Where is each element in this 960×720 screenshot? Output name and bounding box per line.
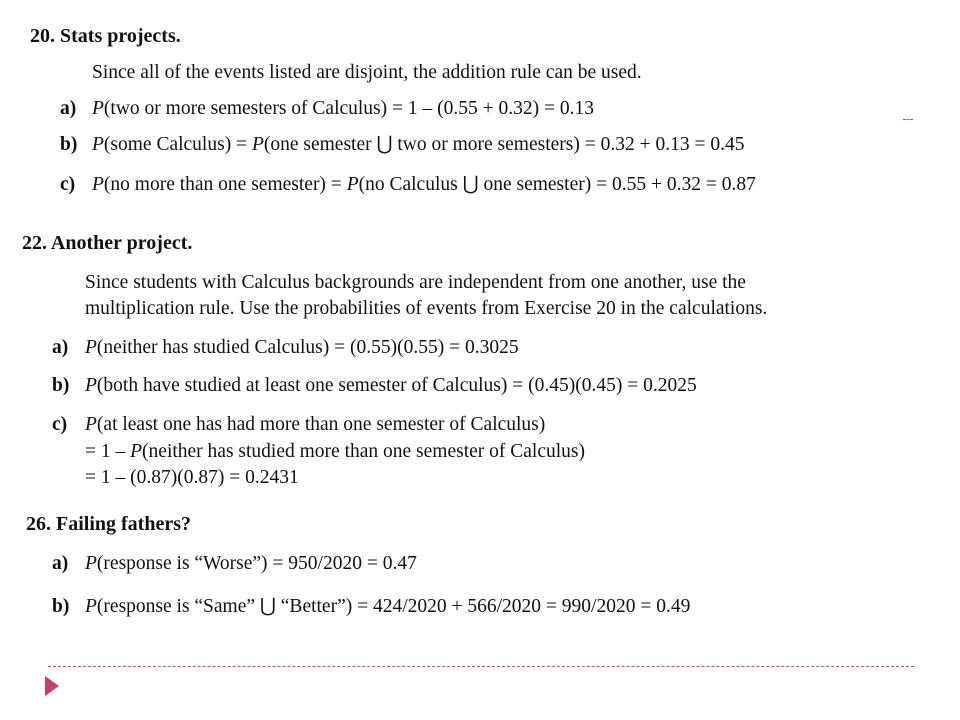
prob-symbol: P xyxy=(85,596,97,617)
item-text: (at least one has had more than one semester of Calculus) xyxy=(96,414,546,435)
section-20-item-a xyxy=(60,97,594,121)
section-22-item-b xyxy=(52,374,697,398)
item-text: (neither has studied Calculus) = (0.55)(0.55) = 0.3025 xyxy=(96,337,519,358)
item-text: (no Calculus ⋃ one semester) = 0.55 + 0.32 = 0.87 xyxy=(358,174,756,195)
prob-symbol: P xyxy=(85,414,97,435)
section-22-intro-line-2: multiplication rule. Use the probabilities of events from Exercise 20 in the calculations. xyxy=(85,298,768,319)
item-text: (response is “Worse”) = 950/2020 = 0.47 xyxy=(96,553,417,574)
prob-symbol: P xyxy=(251,134,264,155)
section-20-title: 20. Stats projects. xyxy=(30,25,181,47)
prob-symbol: P xyxy=(92,134,104,155)
prob-symbol: P xyxy=(85,553,97,574)
item-text: (some Calculus) = xyxy=(103,134,252,155)
item-label: c) xyxy=(52,414,68,435)
item-label: c) xyxy=(60,174,76,195)
item-label: a) xyxy=(52,553,69,574)
item-label: b) xyxy=(52,596,70,617)
item-text: (response is “Same” ⋃ “Better”) = 424/2020 + 566/2020 = 990/2020 = 0.49 xyxy=(96,596,691,617)
section-26-item-a xyxy=(52,552,417,576)
decorative-dash xyxy=(903,119,913,120)
item-text: (one semester ⋃ two or more semesters) = 0.32 + 0.13 = 0.45 xyxy=(263,134,745,155)
item-label: a) xyxy=(60,98,77,119)
item-text: = 1 – xyxy=(85,441,131,462)
section-26-item-b xyxy=(52,595,690,619)
prob-symbol: P xyxy=(85,375,97,396)
prob-symbol: P xyxy=(130,441,143,462)
section-22-intro-line-1: Since students with Calculus backgrounds are independent from one another, use the xyxy=(85,272,746,293)
section-22-item-c xyxy=(52,413,545,437)
section-22-title: 22. Another project. xyxy=(22,232,193,254)
item-text: (no more than one semester) = xyxy=(103,174,347,195)
item-text: (two or more semesters of Calculus) = 1 – (0.55 + 0.32) = 0.13 xyxy=(103,98,594,119)
section-20-intro: Since all of the events listed are disjoint, the addition rule can be used. xyxy=(92,62,642,83)
item-label: b) xyxy=(60,134,78,155)
item-label: b) xyxy=(52,375,70,396)
item-text: (both have studied at least one semester of Calculus) = (0.45)(0.45) = 0.2025 xyxy=(96,375,697,396)
section-20-item-b xyxy=(60,133,744,157)
footer-divider xyxy=(48,666,914,667)
item-text: (neither has studied more than one semester of Calculus) xyxy=(142,441,585,462)
section-22-item-a xyxy=(52,336,519,360)
prob-symbol: P xyxy=(92,98,104,119)
triangle-right-icon xyxy=(45,676,59,696)
section-22-item-c-line-2 xyxy=(85,440,585,464)
item-label: a) xyxy=(52,337,69,358)
section-20-item-c xyxy=(60,173,756,197)
section-26-title: 26. Failing fathers? xyxy=(26,513,191,535)
prob-symbol: P xyxy=(92,174,104,195)
prob-symbol: P xyxy=(346,174,359,195)
prob-symbol: P xyxy=(85,337,97,358)
section-22-item-c-line-3: = 1 – (0.87)(0.87) = 0.2431 xyxy=(85,467,299,488)
